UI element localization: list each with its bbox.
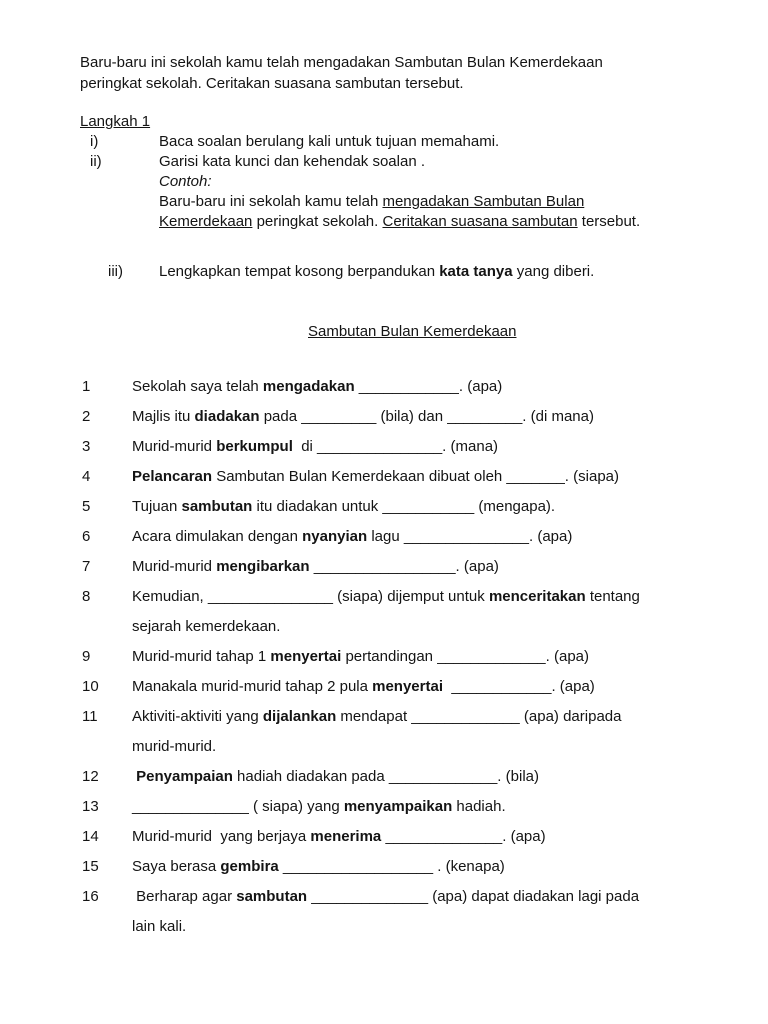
question-item <box>82 642 742 672</box>
question-text <box>132 402 742 432</box>
question-keyword: diadakan <box>194 408 260 425</box>
question-text-part: Sambutan Bulan Kemerdekaan dibuat oleh _______. (siapa) <box>212 468 619 485</box>
question-text <box>132 822 742 852</box>
question-text <box>132 492 742 522</box>
question-text <box>132 792 742 822</box>
question-text-part: ______________ (apa) dapat diadakan lagi pada <box>307 888 640 905</box>
question-keyword: menerima <box>310 828 382 845</box>
question-text-part: tentang <box>585 588 640 605</box>
question-item <box>82 822 742 852</box>
question-keyword: menyertai <box>372 678 443 695</box>
example-text: Baru-baru ini sekolah kamu telah <box>159 193 383 210</box>
question-number: 7 <box>82 558 91 575</box>
question-item <box>82 402 742 432</box>
question-text <box>132 852 742 882</box>
question-text-part: Aktiviti-aktiviti yang <box>132 708 263 725</box>
question-item <box>82 792 742 822</box>
question-text-part: Murid-murid yang berjaya <box>132 828 311 845</box>
question-keyword: nyanyian <box>302 528 368 545</box>
question-number: 14 <box>82 828 99 845</box>
question-text-part: _________________. (apa) <box>309 558 499 575</box>
question-number: 6 <box>82 528 91 545</box>
question-item <box>82 522 742 552</box>
question-text-part: __________________ . (kenapa) <box>278 858 505 875</box>
question-text-part: Acara dimulakan dengan <box>132 528 303 545</box>
step-number: iii) <box>108 263 123 280</box>
question-item <box>82 702 742 762</box>
question-prompt <box>80 52 720 94</box>
step-text-bold: kata tanya <box>439 263 513 280</box>
example-text: tersebut. <box>577 213 641 230</box>
prompt-line-2: peringkat sekolah. Ceritakan suasana sambutan tersebut. <box>80 75 464 92</box>
step-item <box>80 262 740 282</box>
question-number: 11 <box>82 708 98 725</box>
question-keyword: Penyampaian <box>136 768 233 785</box>
example-line-1 <box>159 192 740 212</box>
question-text <box>132 462 742 492</box>
question-number: 3 <box>82 438 91 455</box>
question-list <box>82 372 742 942</box>
question-keyword: mengibarkan <box>216 558 310 575</box>
step-text-part: Lengkapkan tempat kosong berpandukan <box>159 263 440 280</box>
question-item <box>82 852 742 882</box>
example-block <box>159 172 740 232</box>
question-number: 9 <box>82 648 91 665</box>
example-keyword: mengadakan Sambutan Bulan <box>382 193 585 210</box>
question-text-part: Kemudian, _______________ (siapa) dijemput untuk <box>132 588 489 605</box>
question-text <box>132 882 742 912</box>
question-text-part: hadiah diadakan pada _____________. (bila) <box>232 768 539 785</box>
question-text-part: Berharap agar <box>132 888 237 905</box>
step-text: Garisi kata kunci dan kehendak soalan . <box>159 153 425 170</box>
question-text-part: hadiah. <box>452 798 506 815</box>
question-text-part: pada _________ (bila) dan _________. (di mana) <box>259 408 594 425</box>
langkah-title: Langkah 1 <box>80 113 151 130</box>
example-label: Contoh: <box>159 173 212 190</box>
question-text <box>132 762 742 792</box>
question-text <box>132 522 742 552</box>
question-text-part: Saya berasa <box>132 858 221 875</box>
question-keyword: menyampaikan <box>343 798 453 815</box>
step-text: Baca soalan berulang kali untuk tujuan memahami. <box>159 133 500 150</box>
question-keyword: Pelancaran <box>132 468 213 485</box>
question-number: 5 <box>82 498 91 515</box>
question-item <box>82 462 742 492</box>
question-number: 10 <box>82 678 99 695</box>
question-item <box>82 492 742 522</box>
question-text-part: lagu _______________. (apa) <box>367 528 573 545</box>
langkah-section <box>80 112 740 232</box>
example-text: peringkat sekolah. <box>252 213 383 230</box>
question-text-part: Murid-murid tahap 1 <box>132 648 271 665</box>
step-text-part: yang diberi. <box>512 263 595 280</box>
question-text-part: itu diadakan untuk ___________ (mengapa). <box>252 498 556 515</box>
question-item <box>82 882 742 942</box>
question-text-part: di _______________. (mana) <box>292 438 499 455</box>
question-item <box>82 552 742 582</box>
step-text <box>159 262 594 282</box>
step-number: i) <box>90 133 99 150</box>
example-keyword: Kemerdekaan <box>159 213 253 230</box>
question-keyword: sambutan <box>181 498 253 515</box>
question-text-continued: murid-murid. <box>132 738 217 755</box>
question-text-part: ____________. (apa) <box>443 678 595 695</box>
question-text <box>132 582 742 612</box>
question-text-part: Manakala murid-murid tahap 2 pula <box>132 678 373 695</box>
question-text-part: ____________. (apa) <box>354 378 503 395</box>
question-keyword: gembira <box>220 858 279 875</box>
question-text <box>132 702 742 732</box>
question-item <box>82 762 742 792</box>
section-title: Sambutan Bulan Kemerdekaan <box>308 323 517 340</box>
question-text-part: Tujuan <box>132 498 182 515</box>
question-text <box>132 372 742 402</box>
question-keyword: sambutan <box>236 888 308 905</box>
question-text <box>132 672 742 702</box>
example-line-2 <box>159 212 740 232</box>
question-number: 13 <box>82 798 99 815</box>
question-number: 2 <box>82 408 91 425</box>
question-keyword: berkumpul <box>216 438 293 455</box>
question-number: 15 <box>82 858 99 875</box>
question-text-continued: sejarah kemerdekaan. <box>132 618 281 635</box>
question-number: 8 <box>82 588 91 605</box>
question-number: 12 <box>82 768 99 785</box>
question-item <box>82 432 742 462</box>
question-text-part: Murid-murid <box>132 438 217 455</box>
question-text <box>132 432 742 462</box>
question-item <box>82 372 742 402</box>
question-text-part: ______________. (apa) <box>381 828 546 845</box>
question-text-part: pertandingan _____________. (apa) <box>341 648 589 665</box>
question-text-part: ______________ ( siapa) yang <box>132 798 344 815</box>
question-item <box>82 672 742 702</box>
question-text-part: mendapat _____________ (apa) daripada <box>336 708 622 725</box>
prompt-line-1: Baru-baru ini sekolah kamu telah mengadakan Sambutan Bulan Kemerdekaan <box>80 54 603 71</box>
question-text-part: Murid-murid <box>132 558 217 575</box>
step-item <box>80 152 740 172</box>
question-item <box>82 582 742 642</box>
question-keyword: menyertai <box>270 648 342 665</box>
question-number: 16 <box>82 888 99 905</box>
question-text <box>132 642 742 672</box>
question-text-part: Majlis itu <box>132 408 195 425</box>
question-number: 1 <box>82 378 91 395</box>
question-keyword: menceritakan <box>488 588 586 605</box>
step-item <box>80 132 740 152</box>
question-keyword: dijalankan <box>262 708 337 725</box>
question-text <box>132 552 742 582</box>
question-text-part: Sekolah saya telah <box>132 378 263 395</box>
question-number: 4 <box>82 468 91 485</box>
question-text-continued: lain kali. <box>132 918 187 935</box>
step-number: ii) <box>90 153 102 170</box>
question-keyword: mengadakan <box>262 378 355 395</box>
example-keyword: Ceritakan suasana sambutan <box>382 213 578 230</box>
